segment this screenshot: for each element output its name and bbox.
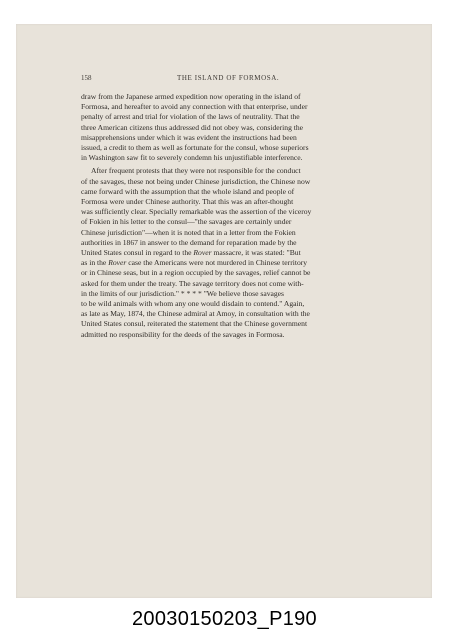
text-line: United States consul, reiterated the statement that the Chinese government	[81, 319, 308, 329]
text-line: as late as May, 1874, the Chinese admiral at Amoy, in consultation with the	[81, 309, 310, 319]
text-line: draw from the Japanese armed expedition now operating in the island of	[81, 92, 301, 101]
text-line: asked for them under the treaty. The savage territory does not come with-	[81, 278, 304, 288]
text-line: admitted no responsibility for the deeds of the savages in Formosa.	[81, 329, 285, 339]
running-title: THE ISLAND OF FORMOSA.	[177, 74, 280, 82]
text-line: in Washington saw fit to severely condemn his unjustifiable interference.	[81, 153, 303, 163]
text-line: United States consul in regard to the Rover massacre, it was stated: "But	[81, 248, 301, 258]
text-line: misapprehensions under which it was evident the instructions had been	[81, 132, 297, 142]
text-line: to be wild animals with whom any one would disdain to contend." Again,	[81, 299, 305, 309]
text-line: authorities in 1867 in answer to the demand for reparation made by the	[81, 237, 297, 247]
text-line: in the limits of our jurisdiction." * * * * "We believe those savages	[81, 288, 284, 298]
text-line: penalty of arrest and trial for violation of the laws of neutrality. That the	[81, 112, 300, 122]
page-number: 158	[81, 74, 92, 82]
text-line: three American citizens thus addressed did not obey was, considering the	[81, 122, 304, 132]
body-text	[81, 92, 373, 343]
text-line: came forward with the assumption that the whole island and people of	[81, 186, 295, 196]
text-line: Formosa were under Chinese authority. That this was an after-thought	[81, 197, 294, 207]
paragraph-2	[81, 166, 373, 339]
text-line: or in Chinese seas, but in a region occupied by the savages, relief cannot be	[81, 268, 311, 278]
paragraph-1	[81, 92, 373, 163]
text-line: issued, a credit to them as well as fortunate for the consul, whose superiors	[81, 143, 309, 153]
text-line: of the savages, these not being under Chinese jurisdiction, the Chinese now	[81, 176, 311, 186]
text-line: Formosa, and hereafter to avoid any connection with that enterprise, under	[81, 102, 308, 112]
text-line: of Fokien in his letter to the consul—"the savages are certainly under	[81, 217, 292, 227]
text-line: as in the Rover case the Americans were not murdered in Chinese territory	[81, 258, 308, 268]
text-line: was sufficiently clear. Specially remarkable was the assertion of the viceroy	[81, 207, 312, 217]
text-line: After frequent protests that they were not responsible for the conduct	[91, 166, 301, 176]
page-header	[81, 74, 373, 86]
text-line: Chinese jurisdiction"—when it is noted that in a letter from the Fokien	[81, 227, 296, 237]
image-id-caption: 20030150203_P190	[132, 608, 317, 630]
